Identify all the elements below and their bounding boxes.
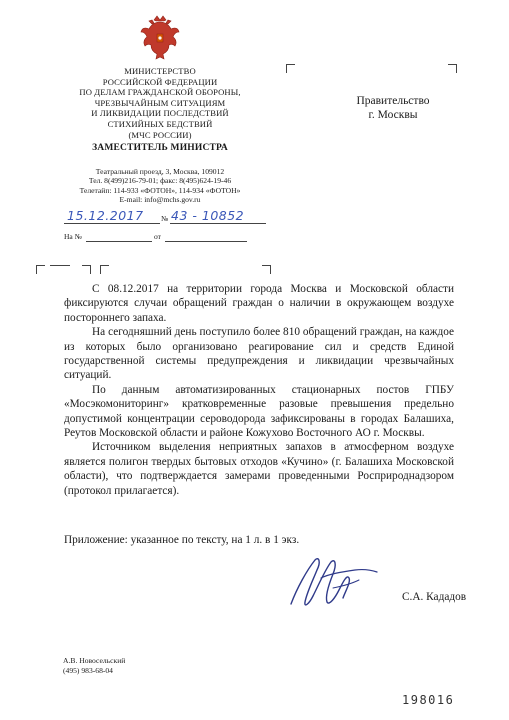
ministry-line: (МЧС РОССИИ) [128,129,192,140]
ministry-name [60,66,260,140]
executor-phone: (495) 983-68-04 [63,666,113,675]
reference-date-underline [165,241,247,242]
addressee-corner-mark [448,64,457,73]
outgoing-date: 15.12.2017 [67,208,144,223]
subject-corner-mark [100,265,109,274]
reference-number-underline [86,241,152,242]
subject-corner-mark [36,265,45,274]
reference-label: На № [64,232,82,241]
subject-mark-dash [50,265,70,266]
letter-body [64,282,454,498]
addressee-line: Правительство [356,95,430,107]
addressee-line: г. Москвы [368,109,418,121]
outgoing-number-prefix: № [161,214,169,223]
subject-corner-mark [82,265,91,274]
subject-corner-mark [262,265,271,274]
addressee [333,94,453,122]
executor-block [63,656,125,676]
contact-address: Театральный проезд, 3, Москва, 109012 [95,167,225,176]
ministry-line: ПО ДЕЛАМ ГРАЖДАНСКОЙ ОБОРОНЫ, [79,87,241,98]
executor-name: А.В. Новосельский [63,656,126,665]
ministry-line: СТИХИЙНЫХ БЕДСТВИЙ [107,118,213,129]
document-number: 198016 [402,693,455,707]
body-paragraph: На сегодняшний день поступило более 810 обращений граждан, на каждое из которых было организовано реагирование сил и средств Единой государственной системы предупреждения и ликвидации чрезвычайных ситуаций. [64,326,454,382]
contact-block [56,167,264,205]
outgoing-number: 43 - 10852 [171,208,245,223]
date-underline [64,223,160,224]
body-paragraph: По данным автоматизированных стационарных постов ГПБУ «Мосэкомониторинг» кратковременные разовые превышения предельно допустимой концентрации сероводорода зафиксированы в городах Балашиха, Реутов Московской области и районе Кожухово Восточного АО г. Москвы. [64,383,454,440]
ministry-line: ЧРЕЗВЫЧАЙНЫМ СИТУАЦИЯМ [94,97,226,108]
reference-from-label: от [154,232,161,241]
position-title: ЗАМЕСТИТЕЛЬ МИНИСТРА [92,143,228,153]
attachment-note: Приложение: указанное по тексту, на 1 л. в 1 экз. [64,534,300,546]
coat-of-arms-emblem [139,12,181,64]
contact-teletype: Телетайп: 114-933 «ФОТОН», 114-934 «ФОТОН» [79,185,241,195]
ministry-line: И ЛИКВИДАЦИИ ПОСЛЕДСТВИЙ [91,108,229,119]
number-underline [170,223,266,224]
addressee-corner-mark [286,64,295,73]
ministry-line: МИНИСТЕРСТВО [124,66,196,76]
body-paragraph: Источником выделения неприятных запахов в атмосферном воздухе является полигон твердых бытовых отходов «Кучино» (г. Балашиха Московской области), что подтверждается замерами проведенными Росприроднадзором (протокол прилагается). [64,441,454,497]
handwritten-signature [285,548,385,618]
contact-email: E-mail: info@mchs.gov.ru [119,195,201,205]
contact-phone: Тел. 8(499)216-79-01; факс: 8(495)624-19-46 [88,176,232,186]
signer-name: С.А. Кададов [402,591,467,603]
body-paragraph: С 08.12.2017 на территории города Москва и Московской области фиксируются случаи обращений граждан о наличии в окружающем воздухе постороннего запаха. [64,283,454,324]
ministry-line: РОССИЙСКОЙ ФЕДЕРАЦИИ [102,76,218,87]
